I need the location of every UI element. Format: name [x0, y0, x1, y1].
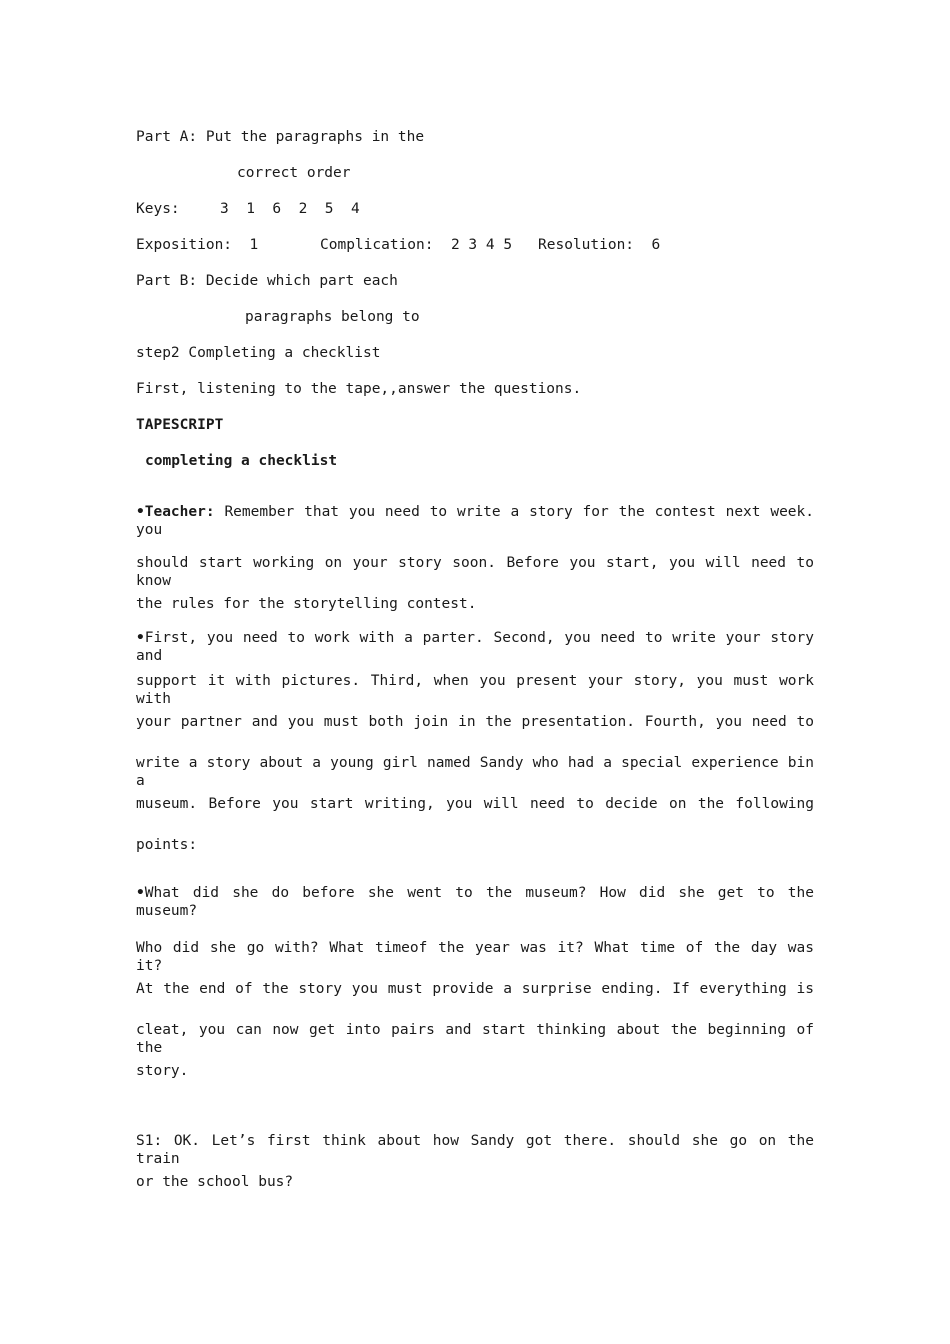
rules-line-4: write a story about a young girl named Sandy who had a special experience bin a [136, 755, 814, 789]
teacher-line-3: the rules for the storytelling contest. [136, 596, 477, 612]
questions-line-4: cleat, you can now get into pairs and start thinking about the beginning of the [136, 1022, 814, 1056]
rules-line-1 [136, 629, 814, 665]
questions-line-5: story. [136, 1063, 189, 1079]
teacher-line-2: should start working on your story soon. Before you start, you will need to know [136, 555, 814, 589]
teacher-line-1 [136, 503, 814, 539]
rules-line-2: support it with pictures. Third, when you present your story, you must work with [136, 673, 814, 707]
questions-line-2: Who did she go with? What timeof the year was it? What time of the day was it? [136, 940, 814, 974]
keys-values: 3 1 6 2 5 4 [220, 201, 360, 217]
rules-line-3: your partner and you must both join in the presentation. Fourth, you need to [136, 714, 814, 730]
part-b-title-continued: paragraphs belong to [245, 309, 420, 325]
listening-instruction: First, listening to the tape,,answer the questions. [136, 381, 582, 397]
teacher-speaker: Teacher: [144, 504, 215, 520]
keys-label: Keys: [136, 201, 180, 217]
step2-heading: step2 Completing a checklist [136, 345, 381, 361]
s1-line-2: or the school bus? [136, 1174, 294, 1190]
s1-line-1: S1: OK. Let’s first think about how Sandy got there. should she go on the train [136, 1133, 814, 1167]
tapescript-heading: TAPESCRIPT [136, 417, 224, 433]
complication-key: Complication: 2 3 4 5 [320, 237, 513, 253]
rules-line-6: points: [136, 837, 198, 853]
exposition-key: Exposition: 1 [136, 237, 259, 253]
resolution-key: Resolution: 6 [538, 237, 661, 253]
part-b-title: Part B: Decide which part each [136, 273, 398, 289]
checklist-heading: completing a checklist [145, 453, 338, 469]
questions-line-3: At the end of the story you must provide a surprise ending. If everything is [136, 981, 814, 997]
bullet-icon: • [136, 885, 145, 901]
teacher-text-1: Remember that you need to write a story for the contest next week. you [136, 504, 814, 538]
rules-line-5: museum. Before you start writing, you will need to decide on the following [136, 796, 814, 812]
part-a-title-continued: correct order [237, 165, 351, 181]
part-a-title: Part A: Put the paragraphs in the [136, 129, 425, 145]
bullet-icon: • [136, 504, 145, 520]
rules-text-1: First, you need to work with a parter. Second, you need to write your story and [136, 630, 814, 664]
bullet-icon: • [136, 630, 145, 646]
questions-line-1 [136, 884, 814, 920]
questions-text-1: What did she do before she went to the museum? How did she get to the museum? [136, 885, 814, 919]
